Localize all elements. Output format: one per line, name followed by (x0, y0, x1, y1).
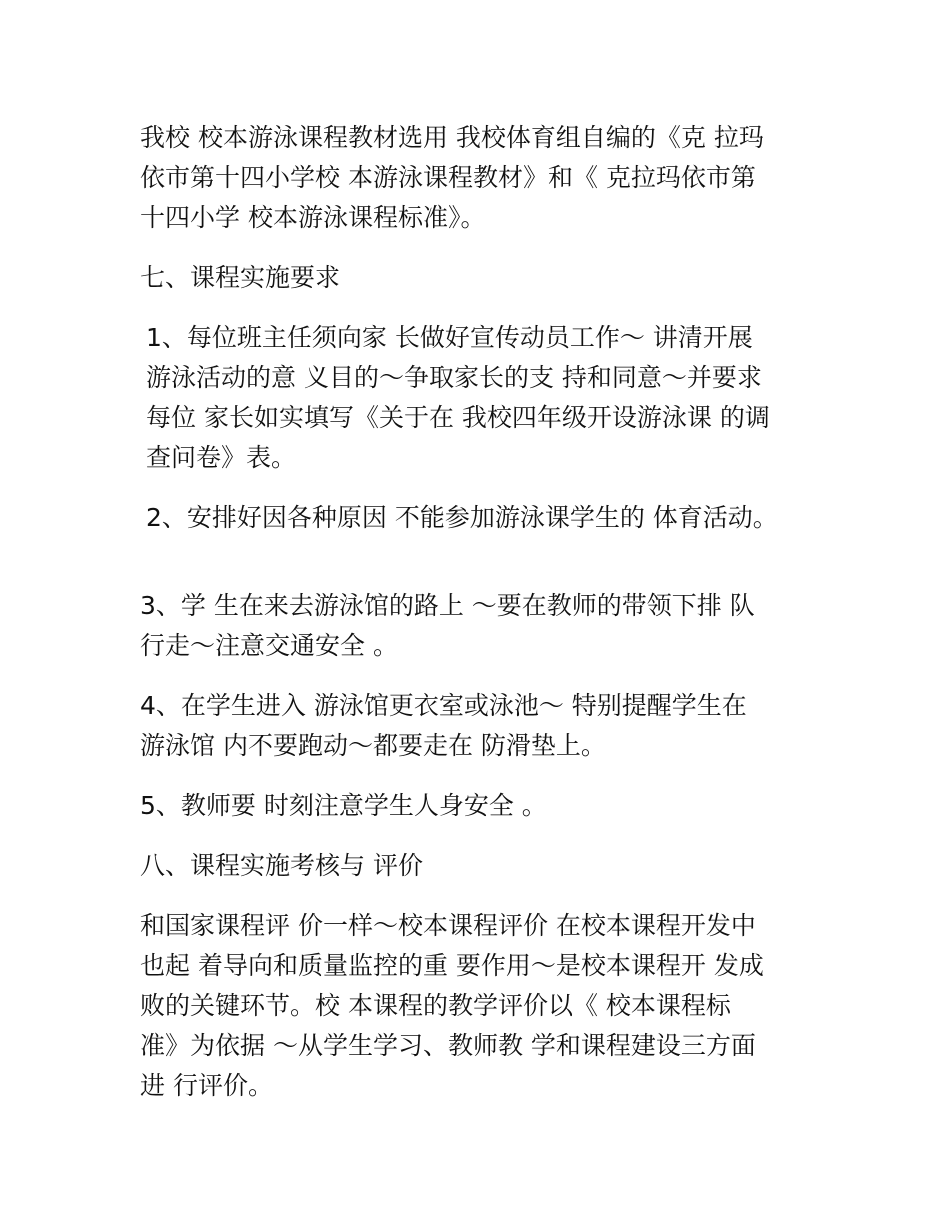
text-line: 进 行评价。 (140, 1071, 273, 1100)
document-page (140, 118, 810, 1126)
text-line: 5、教师要 时刻注意学生人身安全 。 (140, 791, 547, 820)
paragraph-item-3 (140, 586, 810, 666)
text-line: 十四小学 校本游泳课程标准》。 (140, 203, 486, 232)
text-line: 和国家课程评 价一样～校本课程评价 在校本课程开发中 (140, 911, 756, 940)
section-heading-eight (140, 846, 810, 886)
text-line: 也起 着导向和质量监控的重 要作用～是校本课程开 发成 (140, 951, 764, 980)
text-line: 游泳活动的意 义目的～争取家长的支 持和同意～并要求 (146, 363, 762, 392)
paragraph-item-2 (140, 498, 810, 538)
text-line: 2、安排好因各种原因 不能参加游泳课学生的 体育活动。 (146, 503, 778, 532)
paragraph-item-4 (140, 686, 810, 766)
text-line: 游泳馆 内不要跑动～都要走在 防滑垫上。 (140, 731, 606, 760)
paragraph-textbook (140, 118, 810, 238)
text-line: 3、学 生在来去游泳馆的路上 ～要在教师的带领下排 队 (140, 591, 755, 620)
section-heading-seven (140, 258, 810, 298)
text-line: 1、每位班主任须向家 长做好宣传动员工作～ 讲清开展 (146, 323, 753, 352)
text-line: 我校 校本游泳课程教材选用 我校体育组自编的《克 拉玛 (140, 123, 764, 152)
heading-text: 七、课程实施要求 (140, 263, 341, 292)
paragraph-evaluation (140, 906, 810, 1106)
text-line: 败的关键环节。校 本课程的教学评价以《 校本课程标 (140, 991, 731, 1020)
text-line: 准》为依据 ～从学生学习、教师教 学和课程建设三方面 (140, 1031, 756, 1060)
text-line: 依市第十四小学校 本游泳课程教材》和《 克拉玛依市第 (140, 163, 756, 192)
heading-text: 八、课程实施考核与 评价 (140, 851, 423, 880)
paragraph-item-1 (140, 318, 810, 478)
text-line: 查问卷》表。 (146, 443, 297, 472)
paragraph-item-5 (140, 786, 810, 826)
text-line: 4、在学生进入 游泳馆更衣室或泳池～ 特别提醒学生在 (140, 691, 747, 720)
text-line: 行走～注意交通安全 。 (140, 631, 398, 660)
text-line: 每位 家长如实填写《关于在 我校四年级开设游泳课 的调 (146, 403, 770, 432)
